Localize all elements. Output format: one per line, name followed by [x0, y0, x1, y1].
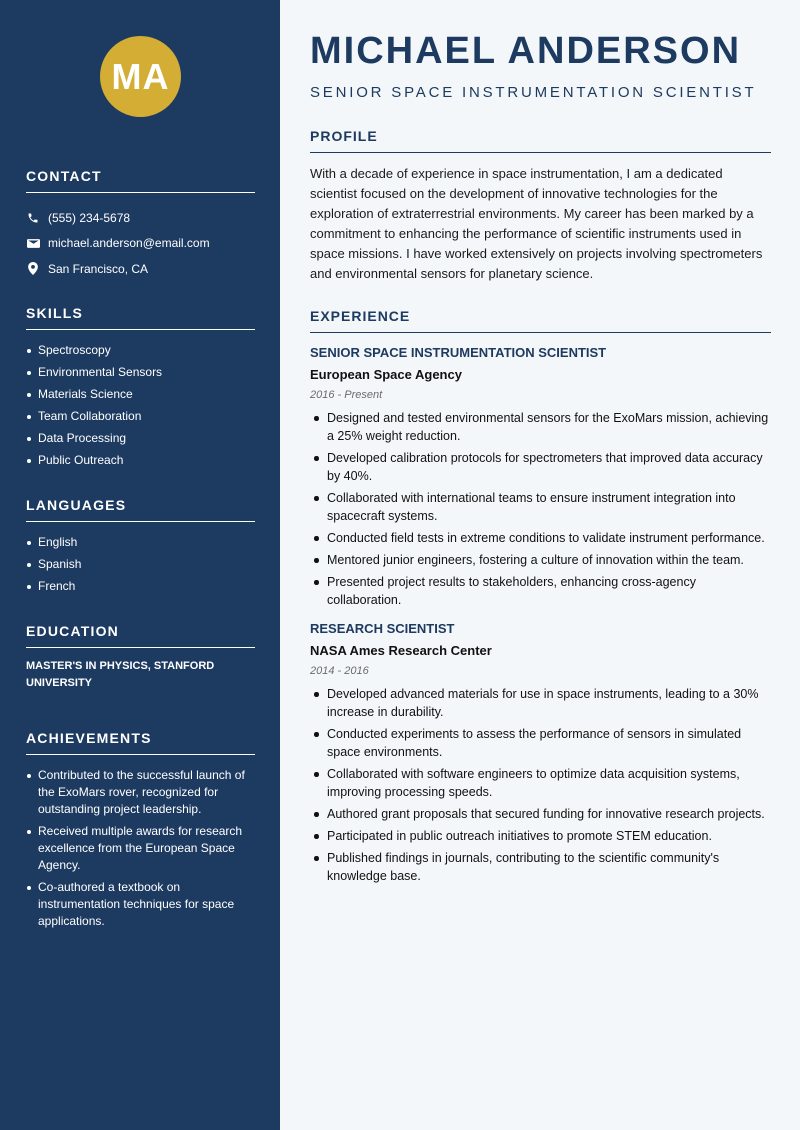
profile-section [310, 128, 771, 284]
experience-section [310, 308, 771, 889]
job-bullet: Participated in public outreach initiatives to promote STEM education. [310, 827, 771, 845]
contact-location [26, 256, 255, 282]
phone-text: (555) 234-5678 [48, 210, 131, 225]
job-bullet: Conducted experiments to assess the performance of sensors in simulated space environments. [310, 725, 771, 761]
language-item: Spanish [26, 556, 255, 573]
location-pin-icon [26, 262, 40, 276]
achievement-item: Contributed to the successful launch of the ExoMars rover, recognized for outstanding project leadership. [26, 767, 255, 818]
job-bullet: Developed advanced materials for use in space instruments, leading to a 30% increase in durability. [310, 685, 771, 721]
achievements-heading: ACHIEVEMENTS [26, 730, 255, 755]
sidebar [0, 0, 280, 1130]
contact-section [26, 168, 255, 282]
job-role: RESEARCH SCIENTIST [310, 621, 455, 636]
job-dates: 2014 - 2016 [310, 665, 369, 677]
languages-section [26, 497, 255, 600]
job-company: NASA Ames Research Center [310, 643, 492, 658]
languages-heading: LANGUAGES [26, 497, 255, 522]
skill-item: Team Collaboration [26, 408, 255, 425]
job-bullet: Collaborated with international teams to ensure instrument integration into spacecraft systems. [310, 489, 771, 525]
job-entry [310, 345, 771, 609]
education-degree: MASTER'S IN PHYSICS, STANFORD UNIVERSITY [26, 660, 215, 689]
experience-heading: EXPERIENCE [310, 308, 771, 333]
avatar [100, 36, 181, 117]
skill-item: Environmental Sensors [26, 364, 255, 381]
education-heading: EDUCATION [26, 623, 255, 648]
contact-phone [26, 205, 255, 231]
job-entry [310, 621, 771, 885]
job-bullet: Authored grant proposals that secured funding for innovative research projects. [310, 805, 771, 823]
skills-heading: SKILLS [26, 305, 255, 330]
job-company: European Space Agency [310, 367, 462, 382]
candidate-name: MICHAEL ANDERSON [310, 30, 742, 72]
candidate-title: SENIOR SPACE INSTRUMENTATION SCIENTIST [310, 84, 757, 101]
job-bullet: Developed calibration protocols for spectrometers that improved data accuracy by 40%. [310, 449, 771, 485]
job-bullet: Designed and tested environmental sensors for the ExoMars mission, achieving a 25% weight reduction. [310, 409, 771, 445]
skill-item: Data Processing [26, 430, 255, 447]
contact-email [26, 231, 255, 257]
job-role: SENIOR SPACE INSTRUMENTATION SCIENTIST [310, 345, 607, 360]
avatar-initials: MA [111, 55, 170, 97]
phone-icon [26, 211, 40, 225]
job-bullet: Mentored junior engineers, fostering a culture of innovation within the team. [310, 551, 771, 569]
location-text: San Francisco, CA [48, 261, 149, 276]
job-dates: 2016 - Present [310, 389, 383, 401]
profile-text: With a decade of experience in space instrumentation, I am a dedicated scientist focused on the development of innovative technologies for the exploration of extraterrestrial environments. My career has been marked by a commitment to enhancing the performance of scientific instruments used in space missions. I have worked extensively on projects involving spectrometers and environmental sensors for planetary science. [310, 166, 763, 281]
profile-heading: PROFILE [310, 128, 771, 153]
email-icon [26, 236, 40, 250]
achievement-item: Co-authored a textbook on instrumentation techniques for space applications. [26, 879, 255, 930]
achievement-item: Received multiple awards for research excellence from the European Space Agency. [26, 823, 255, 874]
skill-item: Materials Science [26, 386, 255, 403]
language-item: English [26, 534, 255, 551]
skill-item: Public Outreach [26, 452, 255, 469]
job-bullet: Published findings in journals, contributing to the scientific community's knowledge base. [310, 849, 771, 885]
job-bullet: Collaborated with software engineers to optimize data acquisition systems, improving processing speeds. [310, 765, 771, 801]
contact-heading: CONTACT [26, 168, 255, 193]
education-section [26, 623, 255, 692]
job-bullet: Conducted field tests in extreme conditions to validate instrument performance. [310, 529, 771, 547]
skills-section [26, 305, 255, 474]
skill-item: Spectroscopy [26, 342, 255, 359]
achievements-section [26, 730, 255, 935]
job-bullet: Presented project results to stakeholders, enhancing cross-agency collaboration. [310, 573, 771, 609]
language-item: French [26, 578, 255, 595]
email-text: michael.anderson@email.com [48, 236, 210, 251]
